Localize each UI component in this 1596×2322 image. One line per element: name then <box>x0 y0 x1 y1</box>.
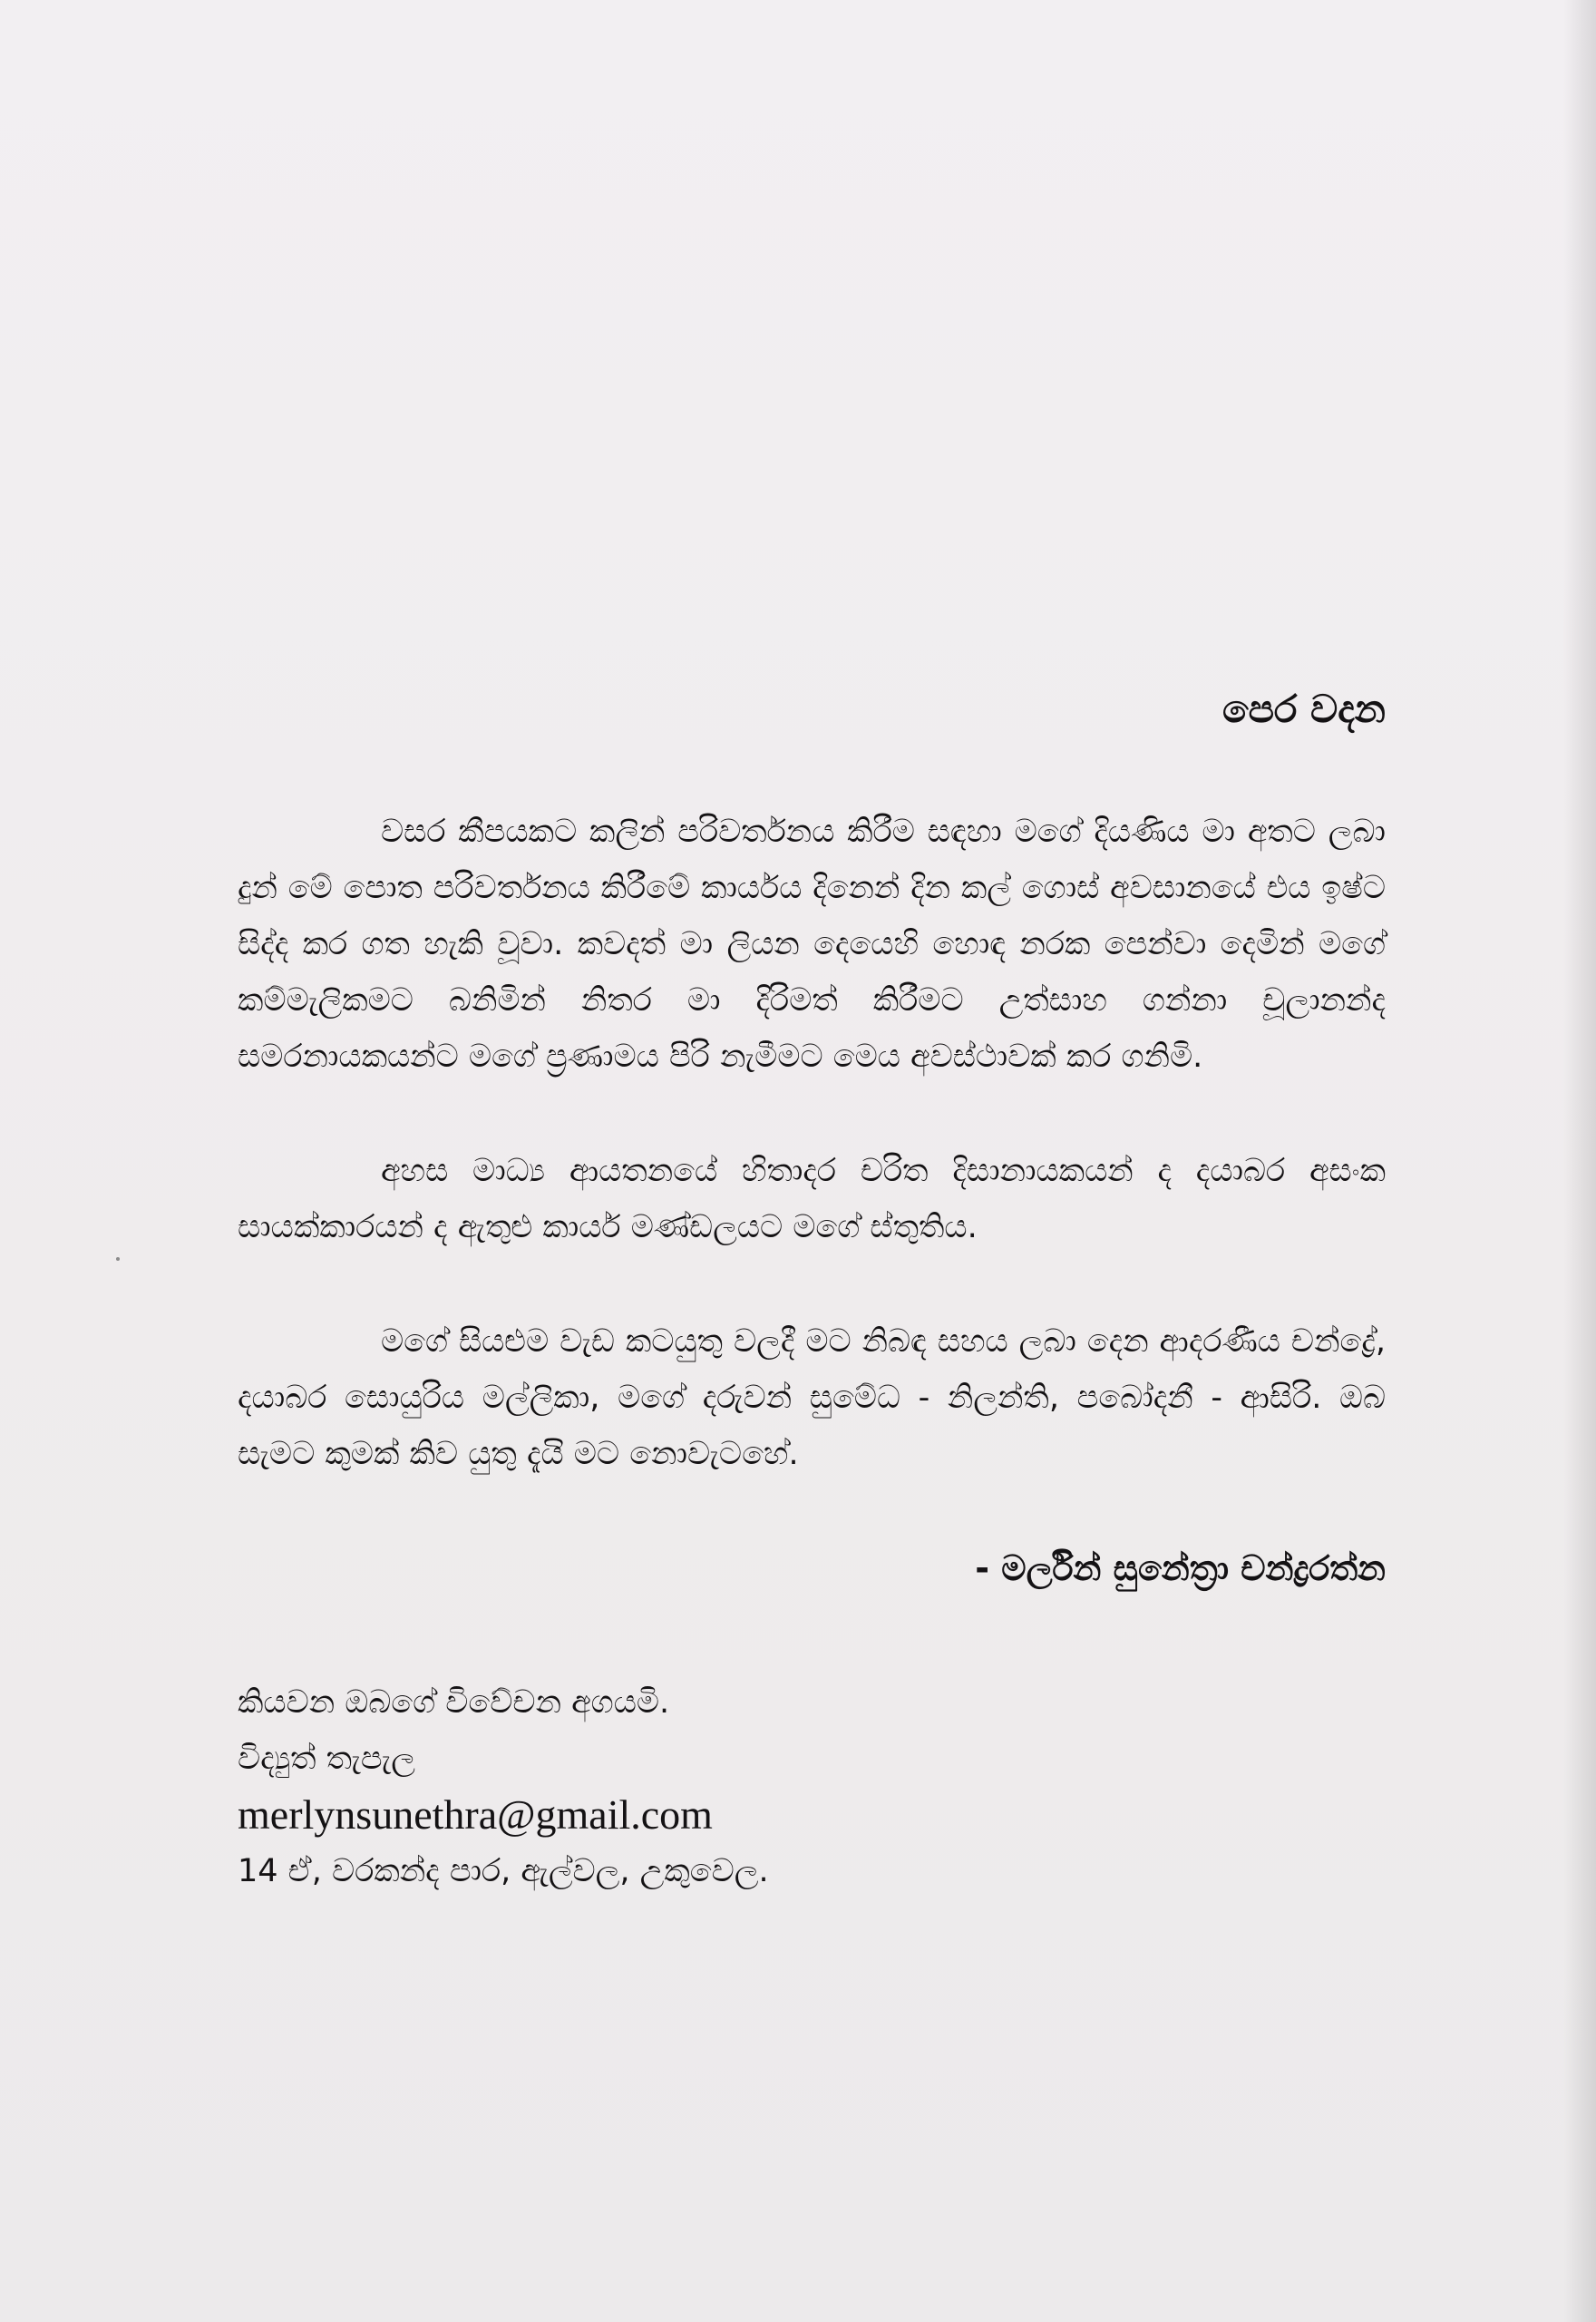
email-label: විද්‍යුත් තැපැල <box>238 1741 415 1777</box>
contact-block <box>238 1674 1386 1899</box>
page-edge-shadow <box>1563 0 1596 2322</box>
preface-content <box>238 680 1386 1899</box>
email-address: merlynsunethra@gmail.com <box>238 1791 713 1838</box>
paragraph-3: මගේ සියළුම වැඩ කටයුතු වලදී මට නිබඳ සහය ලබා දෙන ආදරණීය චන්ද්‍රේ, දයාබර සොයුරිය මල්ලිකා, මගේ දරුවන් සුමේධ - නිලන්ති, පබෝදනී - ආසිරි. ඔබ සැමට කුමක් කිව යුතු දැයි මට නොවැටහේ. <box>238 1323 1386 1472</box>
author-signature: - මර්ලින් සුනේත්‍රා චන්ද්‍රරත්න <box>975 1548 1386 1588</box>
paragraph-2: අහස මාධ්‍ය ආයතනයේ හිතාදර චරිත දිසානායකයන් ද දයාබර අසංක සායක්කාරයන් ද ඇතුළු කාර්ය මණ්ඩලයට මගේ ස්තුතිය. <box>238 1153 1386 1245</box>
paragraph-1: වසර කීපයකට කලින් පරිවර්තනය කිරීම සඳහා මගේ දියණිය මා අතට ලබා දුන් මේ පොත පරිවර්තනය කිරීමේ කාර්යය දිනෙන් දින කල් ගොස් අවසානයේ එය ඉෂ්ට සිද්ද කර ගත හැකි වූවා. කවදත් මා ලියන දෙයෙහි හොඳ නරක පෙන්වා දෙමින් මගේ කම්මැලිකමට බනිමින් නිතර මා දිරිමත් කිරීමට උත්සාහ ගන්නා චූලානන්ද සමරනායකයන්ට මගේ ප්‍රණාමය පිරි නැමීමට මෙය අවස්ථාවක් කර ගනිමි. <box>238 814 1386 1075</box>
paper-speck <box>116 1257 120 1261</box>
postal-address: 14 ඒ, වරකන්ද පාර, ඇල්වල, උකුවෙල. <box>238 1853 769 1889</box>
review-invite: කියවන ඔබගේ විවේචන අගයමි. <box>238 1684 670 1721</box>
preface-heading: පෙර වදන <box>1222 687 1386 731</box>
